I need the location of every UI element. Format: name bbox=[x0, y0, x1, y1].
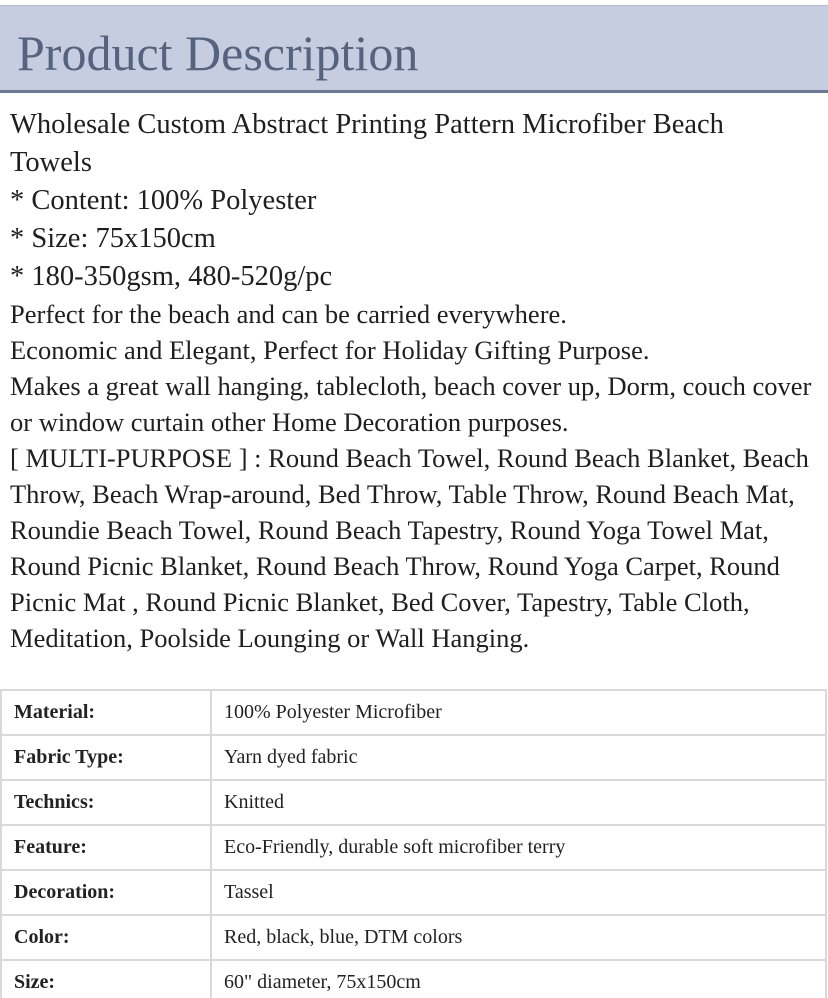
paragraph-beach: Perfect for the beach and can be carried everywhere. bbox=[10, 299, 567, 329]
spec-label-material: Material: bbox=[1, 690, 211, 735]
table-row bbox=[1, 780, 826, 825]
spec-label-technics: Technics: bbox=[1, 780, 211, 825]
bullet-weight: * 180-350gsm, 480-520g/pc bbox=[10, 261, 333, 292]
table-row bbox=[1, 915, 826, 960]
paragraph-multi-purpose: [ MULTI-PURPOSE ] : Round Beach Towel, Round Beach Blanket, Beach Throw, Beach Wrap-around, Bed Throw, Table Throw, Round Beach Mat, Roundie Beach Towel, Round Beach Tapestry, Round Yoga Towel Mat, Round Picnic Blanket, Round Beach Throw, Round Yoga Carpet, Round Picnic Mat , Round Picnic Blanket, Bed Cover, Tapestry, Table Cloth, Meditation, Poolside Lounging or Wall Hanging. bbox=[10, 443, 809, 653]
bullet-size: * Size: 75x150cm bbox=[10, 223, 216, 254]
bullet-content: * Content: 100% Polyester bbox=[10, 185, 317, 216]
spec-value-color: Red, black, blue, DTM colors bbox=[211, 915, 826, 960]
spec-label-size: Size: bbox=[1, 960, 211, 998]
section-title: Product Description bbox=[17, 25, 419, 81]
spec-value-technics: Knitted bbox=[211, 780, 826, 825]
paragraph-uses: Makes a great wall hanging, tablecloth, beach cover up, Dorm, couch cover or window curtain other Home Decoration purposes. bbox=[10, 371, 812, 437]
spec-value-material: 100% Polyester Microfiber bbox=[211, 690, 826, 735]
table-row bbox=[1, 825, 826, 870]
spec-label-feature: Feature: bbox=[1, 825, 211, 870]
paragraph-gifting: Economic and Elegant, Perfect for Holiday Gifting Purpose. bbox=[10, 335, 650, 365]
spec-label-decoration: Decoration: bbox=[1, 870, 211, 915]
table-row bbox=[1, 690, 826, 735]
spec-label-color: Color: bbox=[1, 915, 211, 960]
table-row bbox=[1, 870, 826, 915]
spec-label-fabric-type: Fabric Type: bbox=[1, 735, 211, 780]
product-description bbox=[10, 106, 822, 656]
table-row bbox=[1, 960, 826, 998]
spec-value-feature: Eco-Friendly, durable soft microfiber terry bbox=[211, 825, 826, 870]
table-row bbox=[1, 735, 826, 780]
section-header bbox=[0, 5, 828, 93]
specs-table bbox=[0, 689, 827, 998]
spec-value-size: 60" diameter, 75x150cm bbox=[211, 960, 826, 998]
spec-value-fabric-type: Yarn dyed fabric bbox=[211, 735, 826, 780]
product-title-line-2: Towels bbox=[10, 147, 92, 178]
spec-value-decoration: Tassel bbox=[211, 870, 826, 915]
product-title-line-1: Wholesale Custom Abstract Printing Pattern Microfiber Beach bbox=[10, 109, 724, 140]
